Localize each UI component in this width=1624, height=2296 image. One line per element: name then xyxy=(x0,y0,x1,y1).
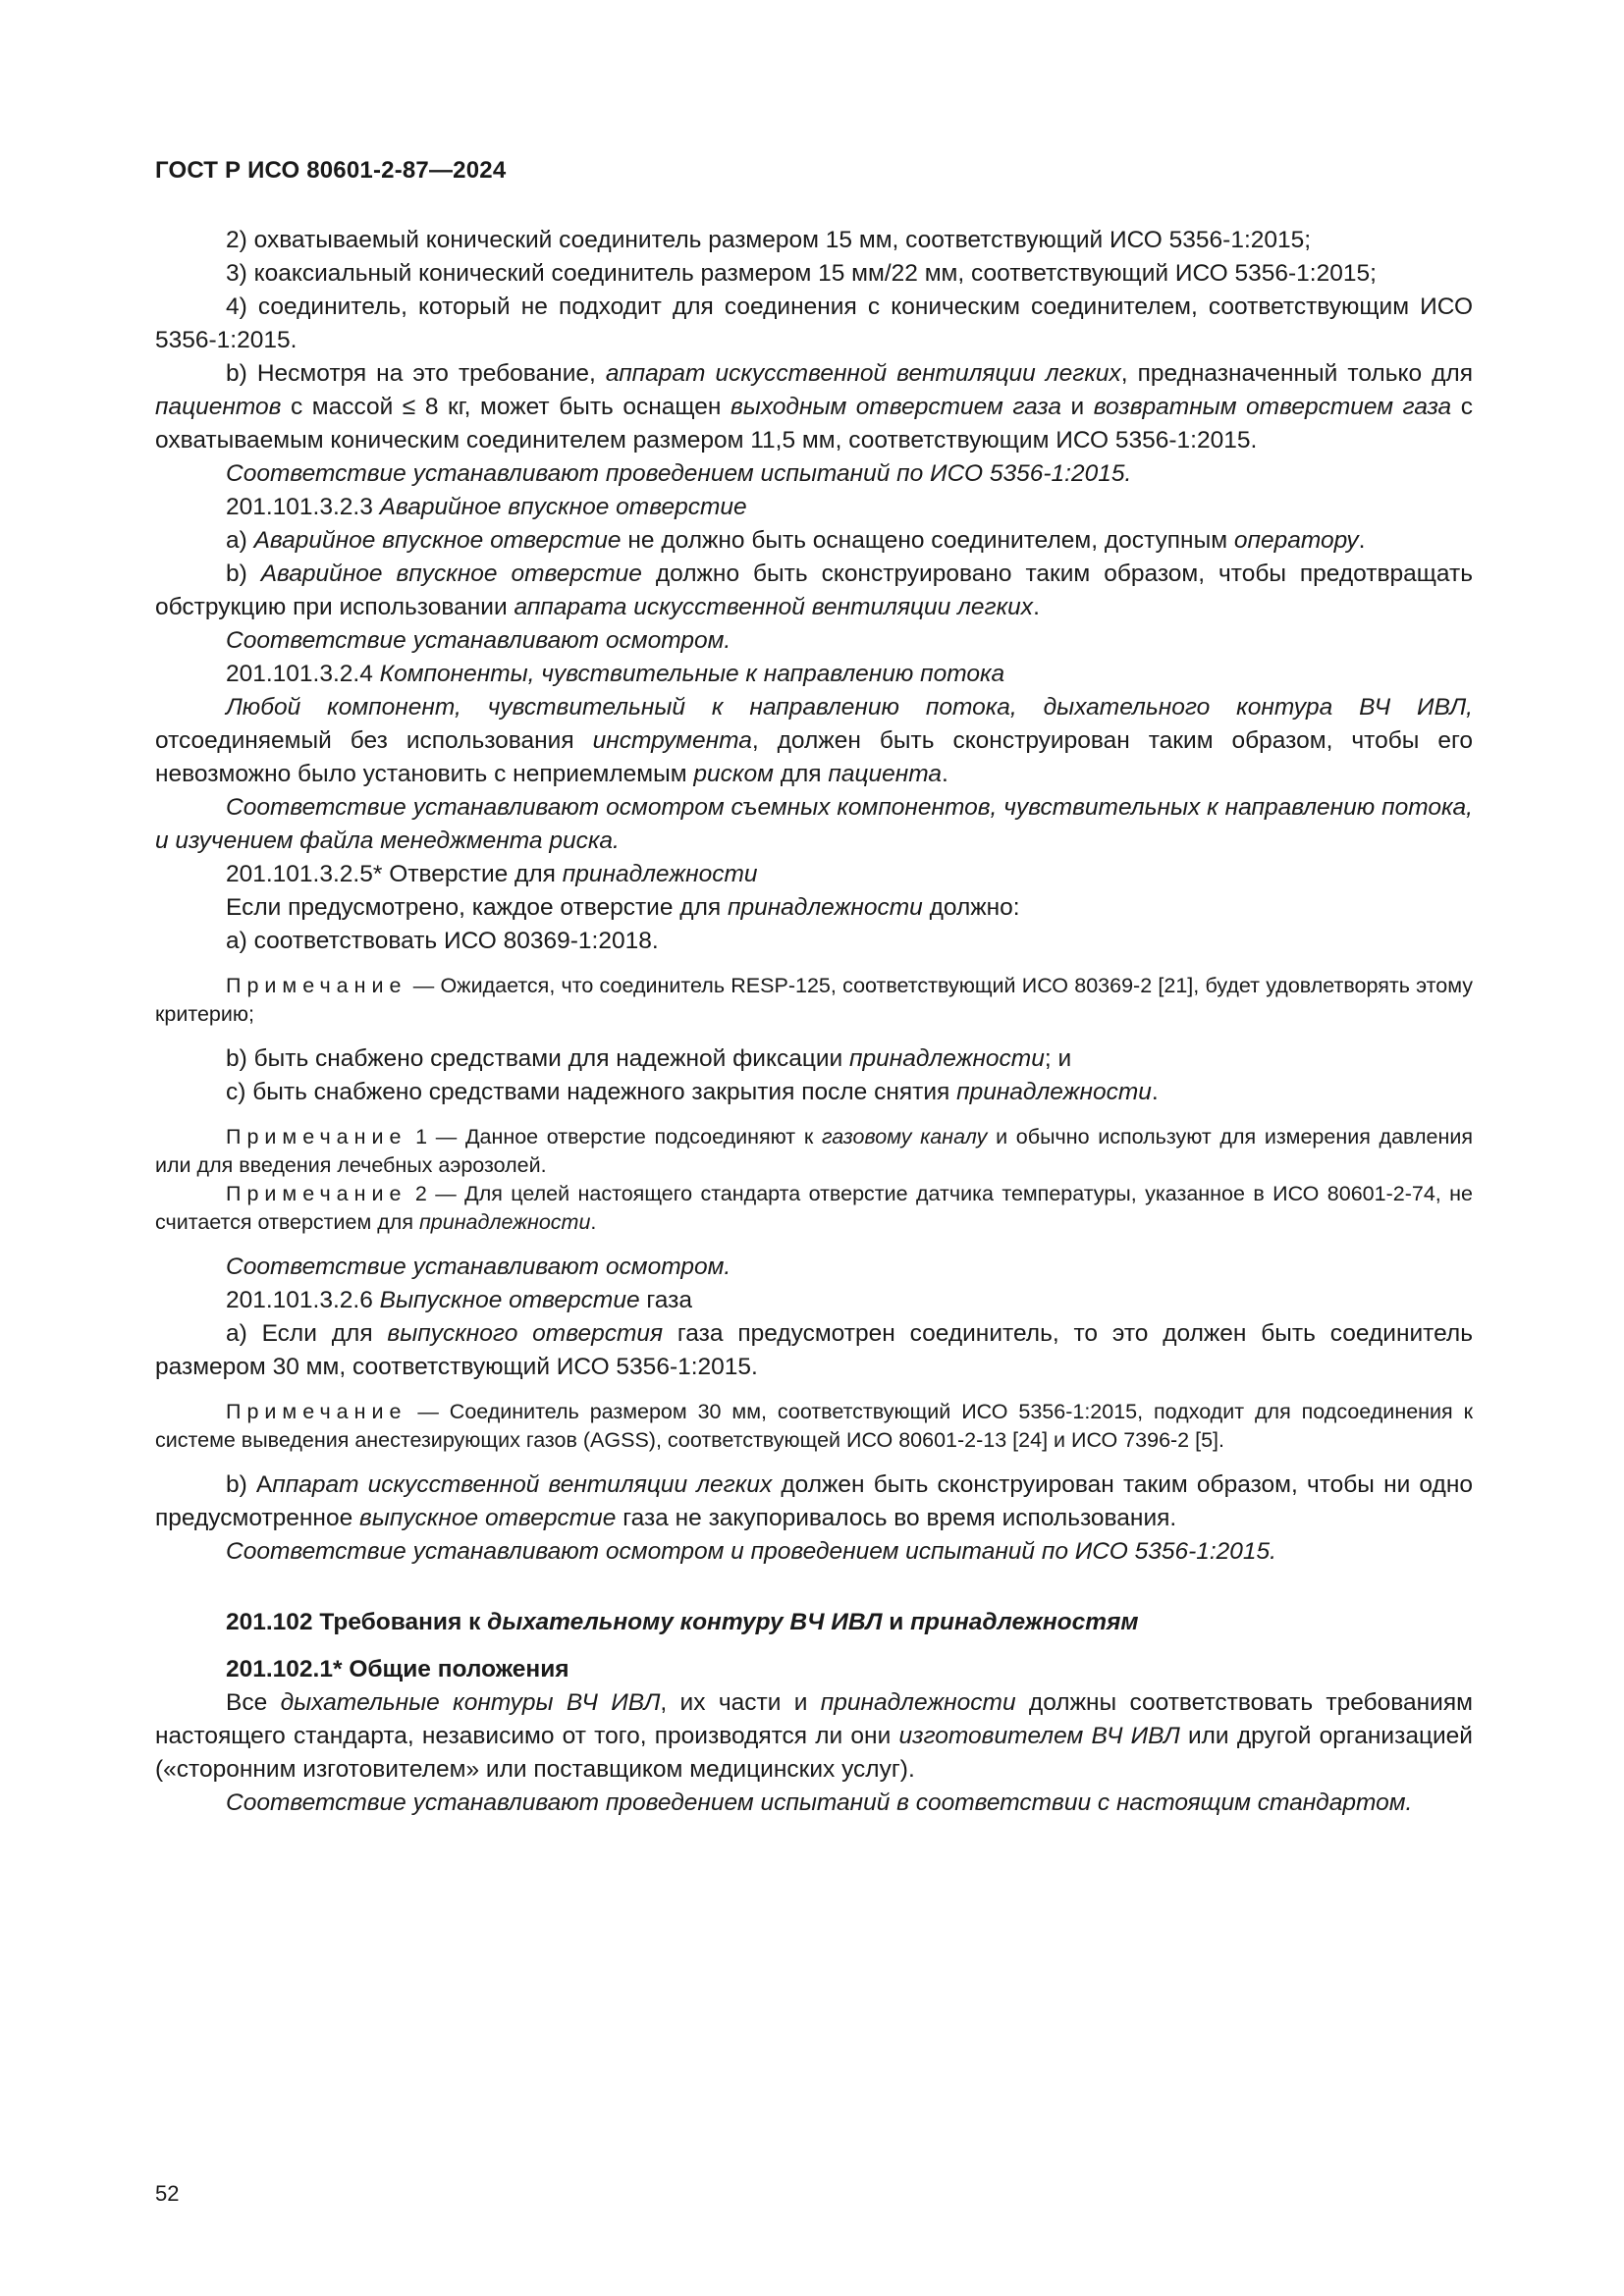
clause-title: 201.101.3.2.6 Выпускное отверстие газа xyxy=(226,1287,692,1313)
paragraph: Все дыхательные контуры ВЧ ИВЛ, их части и принадлежности должны соответствовать требованиям настоящего стандарта, независимо от того, производятся ли они изготовителем ВЧ ИВЛ или другой организацией («сторонним изготовителем» или поставщиком медицинских услуг). xyxy=(155,1689,1473,1783)
compliance-statement: Соответствие устанавливают осмотром. xyxy=(226,627,731,654)
paragraph: b) Аварийное впускное отверстие должно быть сконструировано таким образом, чтобы предотвращать обструкцию при использовании аппарата искусственной вентиляции легких. xyxy=(155,561,1473,620)
note: Примечание — Ожидается, что соединитель RESP-125, соответствующий ИСО 80369-2 [21], будет удовлетворять этому критерию; xyxy=(155,974,1473,1026)
paragraph: Любой компонент, чувствительный к направлению потока, дыхательного контура ВЧ ИВЛ, отсоединяемый без использования инструмента, должен быть сконструирован таким образом, чтобы его невозможно было установить с неприемлемым риском для пациента. xyxy=(155,694,1473,787)
paragraph: 2) охватываемый конический соединитель размером 15 мм, соответствующий ИСО 5356-1:2015; xyxy=(226,227,1312,253)
compliance-statement: Соответствие устанавливают осмотром и проведением испытаний по ИСО 5356-1:2015. xyxy=(226,1538,1276,1565)
paragraph: b) Несмотря на это требование, аппарат искусственной вентиляции легких, предназначенный только для пациентов с массой ≤ 8 кг, может быть оснащен выходным отверстием газа и возвратным отверстием газа с охватываемым коническим соединителем размером 11,5 мм, соответствующим ИСО 5356-1:2015. xyxy=(155,360,1473,454)
paragraph: с) быть снабжено средствами надежного закрытия после снятия принадлежности. xyxy=(226,1079,1159,1105)
subsection-heading: 201.102.1* Общие положения xyxy=(226,1656,569,1682)
compliance-statement: Соответствие устанавливают осмотром съемных компонентов, чувствительных к направлению потока, и изучением файла менеджмента риска. xyxy=(155,794,1473,854)
document-header: ГОСТ Р ИСО 80601-2-87—2024 xyxy=(155,157,507,184)
note: Примечание — Соединитель размером 30 мм, соответствующий ИСО 5356-1:2015, подходит для подсоединения к системе выведения анестезирующих газов (AGSS), соответствующей ИСО 80601-2-13 [24] и ИСО 7396-2 [5]. xyxy=(155,1400,1473,1452)
paragraph: Если предусмотрено, каждое отверстие для принадлежности должно: xyxy=(226,894,1020,921)
note: Примечание 1 — Данное отверстие подсоединяют к газовому каналу и обычно используют для измерения давления или для введения лечебных аэрозолей. xyxy=(155,1125,1474,1177)
paragraph: а) Аварийное впускное отверстие не должно быть оснащено соединителем, доступным оператору. xyxy=(226,527,1366,554)
paragraph: а) соответствовать ИСО 80369-1:2018. xyxy=(226,928,659,954)
note: Примечание 2 — Для целей настоящего стандарта отверстие датчика температуры, указанное в ИСО 80601-2-74, не считается отверстием для принадлежности. xyxy=(155,1182,1473,1234)
paragraph: 4) соединитель, который не подходит для соединения с коническим соединителем, соответствующим ИСО 5356-1:2015. xyxy=(155,294,1473,353)
section-heading: 201.102 Требования к дыхательному контуру ВЧ ИВЛ и принадлежностям xyxy=(226,1609,1139,1635)
paragraph: b) Аппарат искусственной вентиляции легких должен быть сконструирован таким образом, чтобы ни одно предусмотренное выпускное отверстие газа не закупоривалось во время использования. xyxy=(155,1471,1473,1531)
compliance-statement: Соответствие устанавливают осмотром. xyxy=(226,1254,731,1280)
compliance-statement: Соответствие устанавливают проведением испытаний по ИСО 5356-1:2015. xyxy=(226,460,1132,487)
page-body xyxy=(155,224,1473,1820)
paragraph: b) быть снабжено средствами для надежной фиксации принадлежности; и xyxy=(226,1045,1072,1072)
clause-title: 201.101.3.2.5* Отверстие для принадлежности xyxy=(226,861,758,887)
clause-title: 201.101.3.2.4 Компоненты, чувствительные к направлению потока xyxy=(226,661,1005,687)
compliance-statement: Соответствие устанавливают проведением испытаний в соответствии с настоящим стандартом. xyxy=(226,1789,1413,1816)
paragraph: 3) коаксиальный конический соединитель размером 15 мм/22 мм, соответствующий ИСО 5356-1:2015; xyxy=(226,260,1377,287)
clause-title: 201.101.3.2.3 Аварийное впускное отверстие xyxy=(226,494,747,520)
paragraph: а) Если для выпускного отверстия газа предусмотрен соединитель, то это должен быть соединитель размером 30 мм, соответствующий ИСО 5356-1:2015. xyxy=(155,1320,1473,1380)
page-number: 52 xyxy=(155,2181,180,2206)
